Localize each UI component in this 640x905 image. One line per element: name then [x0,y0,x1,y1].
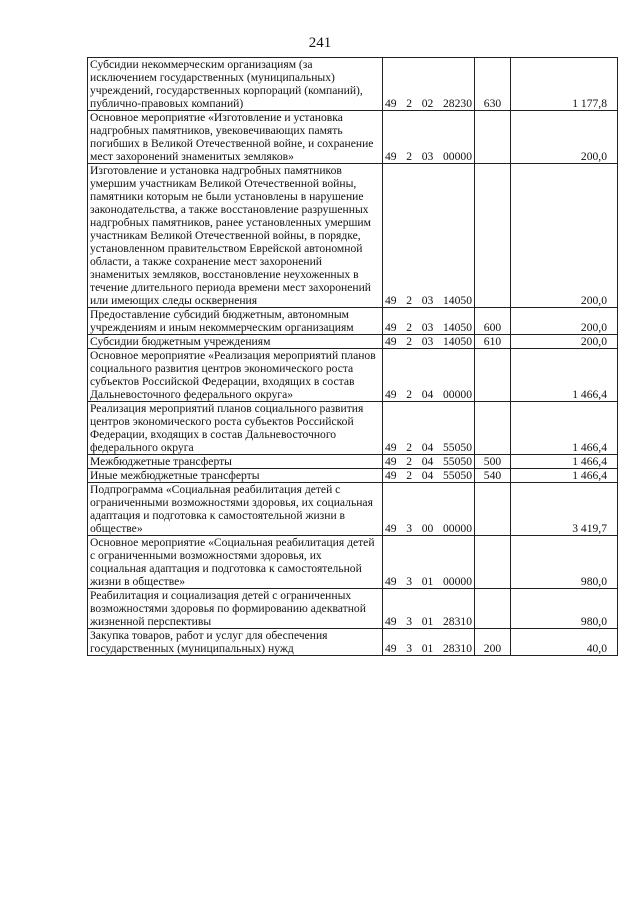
budget-table [87,57,618,656]
code-part-d: 14050 [443,321,472,334]
row-name-cell: Субсидии бюджетным учреждениям [88,335,383,349]
code-part-m: 04 [421,469,434,482]
code-part-p: 49 [385,642,397,655]
table-row [88,455,618,469]
code-part-d: 14050 [443,335,472,348]
row-expense-type-cell: 500 [475,455,511,469]
code-part-s: 3 [406,615,413,628]
row-code-cell [383,536,475,589]
table-row [88,589,618,629]
budget-table-body [88,58,618,656]
row-code-parts [383,321,474,334]
row-code-cell [383,349,475,402]
row-expense-type-cell: 610 [475,335,511,349]
row-sum-cell: 980,0 [511,536,618,589]
code-part-s: 2 [406,441,413,454]
code-part-d: 00000 [443,575,472,588]
table-row [88,58,618,111]
row-name-cell: Изготовление и установка надгробных памятников умершим участникам Великой Отечественной войны, памятники которым не были установлены в нарушение законодательства, а также восстановление разрушенных надгробных памятников, ранее установленных умершим участникам Великой Отечественной войны, в порядке, установленном правительством Еврейской автономной области, а также сохранение мест захоронений знаменитых земляков, восстановление неухоженных в течение длительного периода времени мест захоронений или имеющих следы осквернения [88,164,383,308]
row-code-cell [383,402,475,455]
code-part-d: 00000 [443,150,472,163]
row-code-cell [383,335,475,349]
row-name-cell: Иные межбюджетные трансферты [88,469,383,483]
code-part-p: 49 [385,455,397,468]
row-sum-cell: 1 466,4 [511,402,618,455]
row-code-parts [383,388,474,401]
code-part-s: 2 [406,294,413,307]
code-part-p: 49 [385,575,397,588]
row-sum-cell: 1 177,8 [511,58,618,111]
row-sum-cell: 1 466,4 [511,349,618,402]
code-part-p: 49 [385,97,397,110]
code-part-s: 3 [406,522,413,535]
code-part-p: 49 [385,150,397,163]
code-part-p: 49 [385,388,397,401]
code-part-s: 2 [406,335,413,348]
table-row [88,308,618,335]
row-name-cell: Реализация мероприятий планов социального развития центров экономического роста субъектов Российской Федерации, входящих в состав Дальневосточного федерального округа [88,402,383,455]
row-name-cell: Субсидии некоммерческим организациям (за исключением государственных (муниципальных) учреждений, государственных корпораций (компаний), публично-правовых компаний) [88,58,383,111]
row-sum-cell: 1 466,4 [511,469,618,483]
row-sum-cell: 40,0 [511,629,618,656]
code-part-p: 49 [385,441,397,454]
row-sum-cell: 200,0 [511,111,618,164]
code-part-m: 03 [421,335,434,348]
row-sum-cell: 200,0 [511,308,618,335]
row-expense-type-cell: 600 [475,308,511,335]
table-row [88,349,618,402]
row-name-cell: Подпрограмма «Социальная реабилитация детей с ограниченными возможностями здоровья, их социальная адаптация и подготовка к самостоятельной жизни в обществе» [88,483,383,536]
row-code-parts [383,469,474,482]
code-part-s: 3 [406,575,413,588]
row-expense-type-cell [475,536,511,589]
code-part-m: 00 [421,522,434,535]
table-row [88,164,618,308]
code-part-m: 03 [421,150,434,163]
row-expense-type-cell [475,111,511,164]
row-code-parts [383,441,474,454]
code-part-p: 49 [385,522,397,535]
code-part-s: 3 [406,642,413,655]
table-row [88,111,618,164]
code-part-d: 55050 [443,469,472,482]
row-code-parts [383,97,474,110]
row-code-cell [383,483,475,536]
row-expense-type-cell: 540 [475,469,511,483]
code-part-s: 2 [406,97,413,110]
row-sum-cell: 200,0 [511,164,618,308]
row-code-cell [383,469,475,483]
row-code-parts [383,642,474,655]
row-code-cell [383,58,475,111]
code-part-m: 01 [421,615,434,628]
row-sum-cell: 1 466,4 [511,455,618,469]
code-part-d: 00000 [443,388,472,401]
code-part-d: 28310 [443,615,472,628]
code-part-m: 01 [421,575,434,588]
row-code-cell [383,629,475,656]
code-part-d: 28310 [443,642,472,655]
row-code-cell [383,308,475,335]
row-name-cell: Основное мероприятие «Изготовление и установка надгробных памятников, увековечивающих память погибших в Великой Отечественной войне, и сохранение мест захоронений знаменитых земляков» [88,111,383,164]
row-name-cell: Основное мероприятие «Реализация мероприятий планов социального развития центров экономического роста субъектов Российской Федерации, входящих в состав Дальневосточного федерального округа» [88,349,383,402]
row-code-parts [383,335,474,348]
code-part-s: 2 [406,455,413,468]
code-part-p: 49 [385,335,397,348]
row-code-parts [383,294,474,307]
row-expense-type-cell [475,164,511,308]
code-part-p: 49 [385,615,397,628]
table-row [88,536,618,589]
row-code-cell [383,111,475,164]
table-row [88,629,618,656]
row-name-cell: Межбюджетные трансферты [88,455,383,469]
row-name-cell: Реабилитация и социализация детей с ограниченных возможностями здоровья по формированию адекватной жизненной перспективы [88,589,383,629]
code-part-p: 49 [385,294,397,307]
code-part-d: 14050 [443,294,472,307]
code-part-d: 00000 [443,522,472,535]
code-part-d: 55050 [443,455,472,468]
code-part-s: 2 [406,469,413,482]
code-part-s: 2 [406,150,413,163]
page-number: 241 [308,35,332,51]
row-code-cell [383,455,475,469]
table-row [88,402,618,455]
code-part-m: 04 [421,455,434,468]
row-code-parts [383,615,474,628]
row-code-parts [383,150,474,163]
row-code-parts [383,455,474,468]
row-code-cell [383,164,475,308]
table-row [88,483,618,536]
row-expense-type-cell [475,349,511,402]
code-part-s: 2 [406,388,413,401]
code-part-p: 49 [385,469,397,482]
code-part-m: 03 [421,294,434,307]
code-part-m: 01 [421,642,434,655]
code-part-d: 55050 [443,441,472,454]
row-code-cell [383,589,475,629]
code-part-d: 28230 [443,97,472,110]
row-expense-type-cell [475,483,511,536]
code-part-m: 03 [421,321,434,334]
table-row [88,335,618,349]
row-sum-cell: 980,0 [511,589,618,629]
code-part-s: 2 [406,321,413,334]
code-part-p: 49 [385,321,397,334]
code-part-m: 04 [421,388,434,401]
row-code-parts [383,575,474,588]
row-sum-cell: 3 419,7 [511,483,618,536]
row-expense-type-cell: 630 [475,58,511,111]
row-name-cell: Основное мероприятие «Социальная реабилитация детей с ограниченными возможностями здоровья, их социальная адаптация и подготовка к самостоятельной жизни в обществе» [88,536,383,589]
row-expense-type-cell [475,589,511,629]
row-code-parts [383,522,474,535]
code-part-m: 04 [421,441,434,454]
table-row [88,469,618,483]
code-part-m: 02 [421,97,434,110]
row-sum-cell: 200,0 [511,335,618,349]
row-name-cell: Предоставление субсидий бюджетным, автономным учреждениям и иным некоммерческим организациям [88,308,383,335]
row-expense-type-cell: 200 [475,629,511,656]
row-name-cell: Закупка товаров, работ и услуг для обеспечения государственных (муниципальных) нужд [88,629,383,656]
row-expense-type-cell [475,402,511,455]
